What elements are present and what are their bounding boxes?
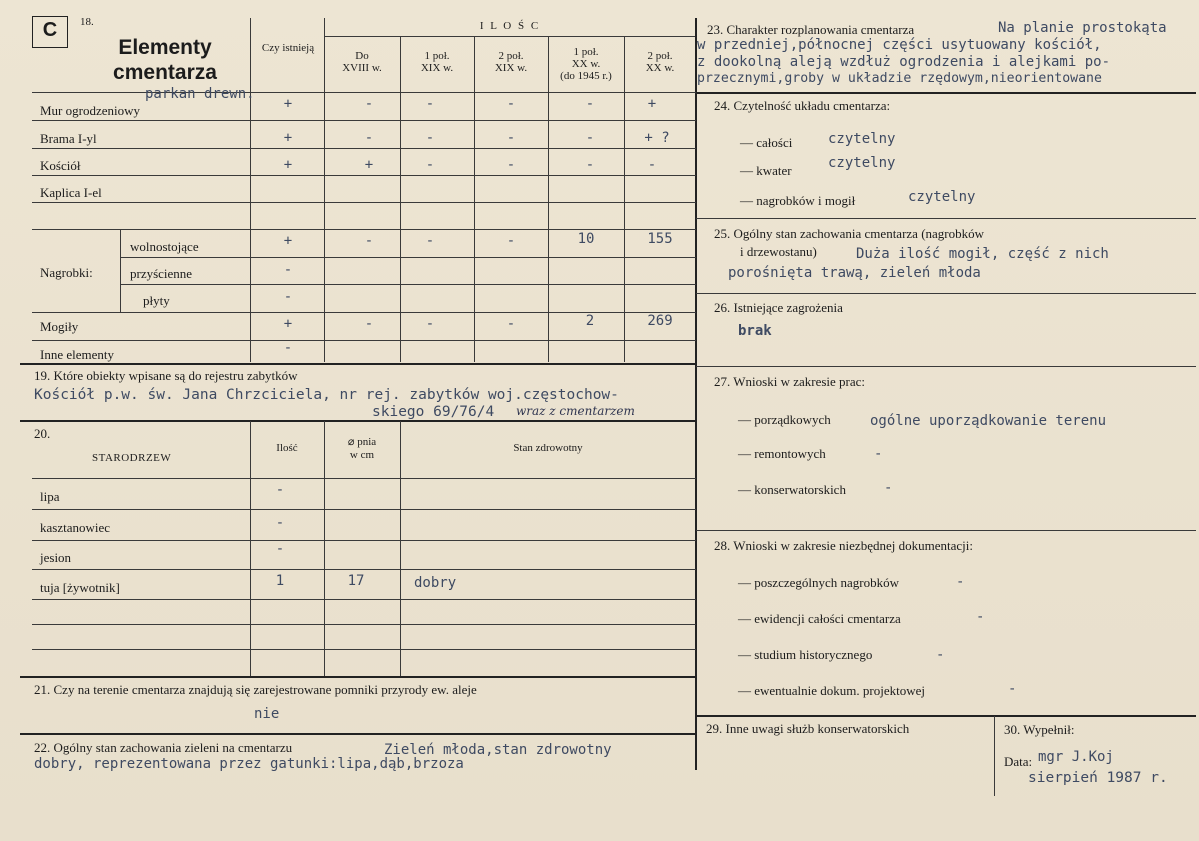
period-1-line2: XVIII w. bbox=[342, 62, 382, 74]
mur-v3: - bbox=[506, 96, 516, 112]
s23-text1: Na planie prostokąta bbox=[998, 20, 1167, 36]
period-4-line1: 1 poł. bbox=[573, 46, 599, 58]
s21-label: 21. Czy na terenie cmentarza znajdują się zarejestrowane pomniki przyrody ew. aleje bbox=[34, 682, 477, 697]
brama-v1: - bbox=[364, 130, 374, 146]
s27-item-2-label: — remontowych bbox=[738, 446, 826, 461]
period-3-line1: 2 poł. bbox=[498, 50, 524, 62]
row-inne-label: Inne elementy bbox=[40, 347, 114, 362]
period-4-header bbox=[548, 46, 624, 82]
tree-row-4-pnia: 17 bbox=[347, 573, 365, 589]
kosciol-v4: - bbox=[585, 157, 595, 173]
s28-item-4-label: — ewentualnie dokum. projektowej bbox=[738, 683, 926, 698]
s28-item-2-label: — ewidencji całości cmentarza bbox=[738, 611, 901, 626]
period-1-line1: Do bbox=[355, 50, 369, 62]
s30-name: mgr J.Koj bbox=[1038, 749, 1114, 765]
ilosc-header: I L O Ś C bbox=[479, 20, 541, 32]
s24-item-3-value: czytelny bbox=[908, 189, 976, 205]
s26-label: 26. Istniejące zagrożenia bbox=[714, 300, 843, 315]
kosciol-v5: - bbox=[647, 157, 657, 173]
code-letter: C bbox=[42, 19, 58, 41]
przyscienne-exists: - bbox=[283, 262, 293, 278]
kosciol-v3: - bbox=[506, 157, 516, 173]
s19-label: 19. Które obiekty wpisane są do rejestru zabytków bbox=[34, 368, 298, 383]
s25-text1: Duża ilość mogił, część z nich bbox=[856, 246, 1109, 262]
s20-col-ilosc: Ilość bbox=[276, 442, 298, 454]
tree-row-3-name: jesion bbox=[40, 550, 72, 565]
period-5-line1: 2 poł. bbox=[647, 50, 673, 62]
s20-number: 20. bbox=[34, 426, 51, 441]
kosciol-v2: - bbox=[425, 157, 435, 173]
mur-note: parkan drewn. bbox=[145, 86, 255, 102]
s29-label: 29. Inne uwagi służb konserwatorskich bbox=[706, 721, 910, 736]
wolnostojace-v4: 10 bbox=[577, 231, 595, 247]
col-exists-header bbox=[252, 42, 324, 55]
col-exists-text: Czy istnieją bbox=[261, 42, 315, 54]
row-plyty-label: płyty bbox=[143, 293, 170, 308]
s20-col-pnia bbox=[324, 436, 400, 462]
s23-text3: z dookolną aleją wzdłuż ogrodzenia i alejkami po- bbox=[697, 54, 1111, 70]
s20-title: STARODRZEW bbox=[92, 452, 172, 464]
tree-row-1-name: lipa bbox=[40, 489, 60, 504]
period-2-line1: 1 poł. bbox=[424, 50, 450, 62]
s21-answer: nie bbox=[254, 706, 280, 722]
mur-v1: - bbox=[364, 96, 374, 112]
s28-item-4-value: - bbox=[1008, 681, 1017, 697]
s27-item-2-value: - bbox=[874, 446, 883, 462]
tree-row-4-name: tuja [żywotnik] bbox=[40, 580, 120, 595]
s28-item-3-value: - bbox=[936, 647, 945, 663]
kosciol-exists: + bbox=[283, 157, 293, 173]
mur-exists: + bbox=[283, 96, 293, 112]
s27-item-3-label: — konserwatorskich bbox=[738, 482, 846, 497]
s27-label: 27. Wnioski w zakresie prac: bbox=[714, 374, 866, 389]
tree-row-3-ilosc: - bbox=[275, 541, 285, 557]
s22-text2: dobry, reprezentowana przez gatunki:lipa,dąb,brzoza bbox=[34, 756, 464, 772]
mur-v5: + bbox=[647, 96, 657, 112]
row-wolnostojace-label: wolnostojące bbox=[130, 239, 199, 254]
s23-text2: w przedniej,północnej części usytuowany kościół, bbox=[697, 37, 1102, 53]
s27-item-3-value: - bbox=[884, 480, 893, 496]
s28-item-2-value: - bbox=[976, 609, 985, 625]
s24-item-2-value: czytelny bbox=[828, 155, 896, 171]
wolnostojace-exists: + bbox=[283, 233, 293, 249]
s25-label-line2: i drzewostanu) bbox=[740, 244, 817, 259]
kosciol-v1: + bbox=[364, 157, 374, 173]
s22-text1: Zieleń młoda,stan zdrowotny bbox=[384, 742, 612, 758]
brama-v4: - bbox=[585, 130, 595, 146]
tree-row-2-name: kasztanowiec bbox=[40, 520, 111, 535]
period-4-line3: (do 1945 r.) bbox=[560, 70, 612, 82]
brama-v3: - bbox=[506, 130, 516, 146]
s26-value: brak bbox=[738, 323, 772, 339]
mogily-v5: 269 bbox=[647, 313, 673, 329]
elements-title-line1: Elementy bbox=[118, 36, 212, 59]
row-mogily-label: Mogiły bbox=[40, 319, 79, 334]
wolnostojace-v5: 155 bbox=[647, 231, 673, 247]
s24-label: 24. Czytelność układu cmentarza: bbox=[714, 98, 891, 113]
brama-v5: + ? bbox=[644, 130, 670, 146]
s24-item-1-label: — całości bbox=[740, 135, 793, 150]
row-mur-label: Mur ogrodzeniowy bbox=[40, 103, 141, 118]
s19-handwritten-note: wraz z cmentarzem bbox=[516, 404, 635, 418]
s24-item-3-label: — nagrobków i mogił bbox=[740, 193, 856, 208]
brama-v2: - bbox=[425, 130, 435, 146]
code-box bbox=[32, 16, 68, 48]
period-5-header bbox=[624, 50, 696, 74]
mur-v4: - bbox=[585, 96, 595, 112]
section-18-number: 18. bbox=[80, 16, 94, 28]
tree-row-1-ilosc: - bbox=[275, 482, 285, 498]
s30-label: 30. Wypełnił: bbox=[1004, 722, 1075, 737]
s25-label-line1: 25. Ogólny stan zachowania cmentarza (nagrobków bbox=[714, 226, 985, 241]
s22-label: 22. Ogólny stan zachowania zieleni na cmentarzu bbox=[34, 740, 293, 755]
s19-line2: skiego 69/76/4 bbox=[372, 404, 495, 420]
inne-exists: - bbox=[283, 340, 293, 356]
s23-label: 23. Charakter rozplanowania cmentarza bbox=[707, 22, 915, 37]
s27-item-1-label: — porządkowych bbox=[738, 412, 831, 427]
row-brama-label: Brama I-yl bbox=[40, 131, 97, 146]
wolnostojace-v1: - bbox=[364, 233, 374, 249]
period-4-line2: XX w. bbox=[571, 58, 601, 70]
s20-col-pnia-text: ⌀ pnia bbox=[347, 436, 377, 448]
period-3-line2: XIX w. bbox=[494, 62, 528, 74]
brama-exists: + bbox=[283, 130, 293, 146]
s28-label: 28. Wnioski w zakresie niezbędnej dokumentacji: bbox=[714, 538, 973, 553]
tree-row-4-ilosc: 1 bbox=[275, 573, 285, 589]
period-1-header bbox=[324, 50, 400, 74]
period-2-line2: XIX w. bbox=[420, 62, 454, 74]
s23-text4: przecznymi,groby w układzie rzędowym,nieorientowane bbox=[697, 71, 1102, 86]
mogily-v1: - bbox=[364, 316, 374, 332]
period-3-header bbox=[474, 50, 548, 74]
s20-col-pnia-unit: w cm bbox=[349, 449, 375, 461]
tree-row-4-stan: dobry bbox=[414, 575, 457, 591]
s28-item-1-label: — poszczególnych nagrobków bbox=[738, 575, 900, 590]
nagrobki-label: Nagrobki: bbox=[40, 265, 93, 280]
tree-row-2-ilosc: - bbox=[275, 515, 285, 531]
s28-item-3-label: — studium historycznego bbox=[738, 647, 873, 662]
s24-item-1-value: czytelny bbox=[828, 131, 896, 147]
mogily-exists: + bbox=[283, 316, 293, 332]
row-przyscienne-label: przyścienne bbox=[130, 266, 193, 281]
wolnostojace-v2: - bbox=[425, 233, 435, 249]
s25-text2: porośnięta trawą, zieleń młoda bbox=[728, 265, 981, 281]
s27-item-1-value: ogólne uporządkowanie terenu bbox=[870, 413, 1107, 429]
row-kaplica-label: Kaplica I-el bbox=[40, 185, 102, 200]
plyty-exists: - bbox=[283, 289, 293, 305]
s20-col-stan: Stan zdrowotny bbox=[513, 442, 583, 454]
mur-v2: - bbox=[425, 96, 435, 112]
mogily-v4: 2 bbox=[585, 313, 595, 329]
s30-date: sierpień 1987 r. bbox=[1028, 770, 1168, 786]
period-2-header bbox=[400, 50, 474, 74]
row-kosciol-label: Kościół bbox=[40, 158, 81, 173]
s24-item-2-label: — kwater bbox=[740, 163, 792, 178]
mogily-v3: - bbox=[506, 316, 516, 332]
s19-line1: Kościół p.w. św. Jana Chrzciciela, nr rej. zabytków woj.częstochow- bbox=[34, 387, 619, 403]
elements-title-line2: cmentarza bbox=[113, 61, 217, 84]
s30-data-label: Data: bbox=[1004, 754, 1033, 769]
mogily-v2: - bbox=[425, 316, 435, 332]
period-5-line2: XX w. bbox=[645, 62, 675, 74]
wolnostojace-v3: - bbox=[506, 233, 516, 249]
s28-item-1-value: - bbox=[956, 574, 965, 590]
